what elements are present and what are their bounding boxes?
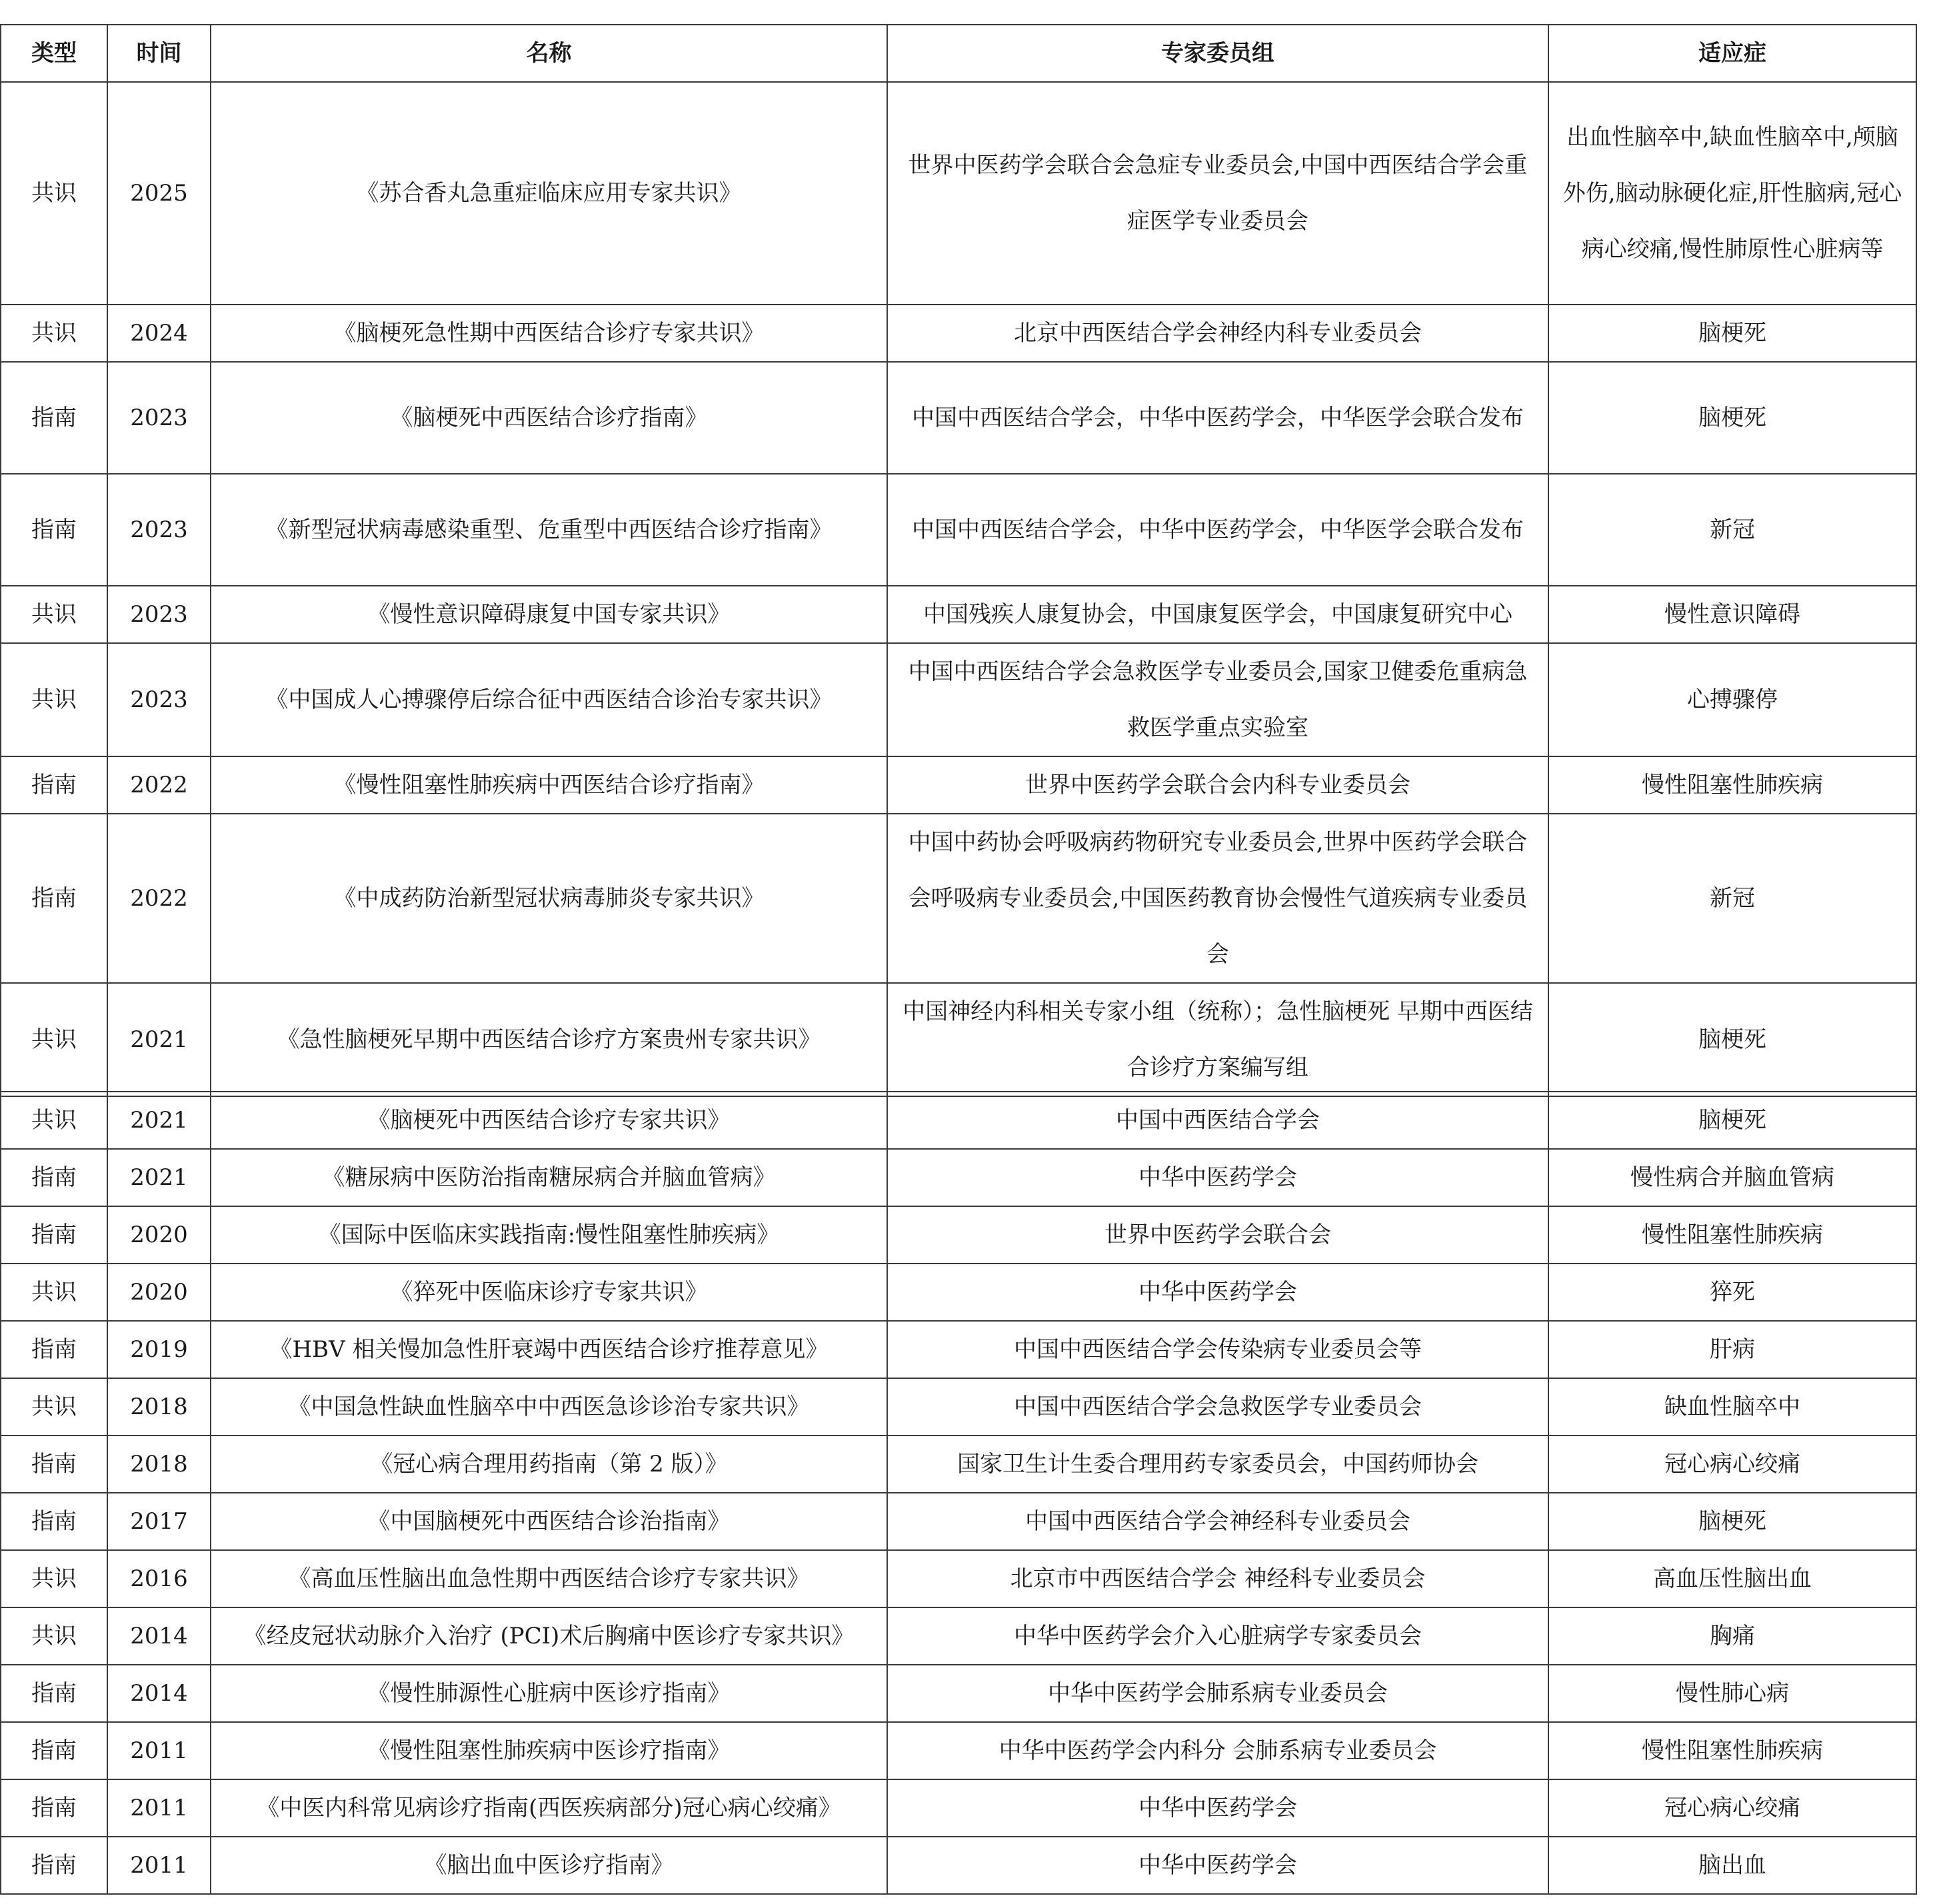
cell-type: 共识 [1, 305, 107, 362]
cell-committee: 中国残疾人康复协会，中国康复医学会，中国康复研究中心 [887, 586, 1548, 643]
cell-name: 《新型冠状病毒感染重型、危重型中西医结合诊疗指南》 [211, 474, 887, 586]
cell-name: 《脑梗死中西医结合诊疗专家共识》 [211, 1092, 887, 1149]
cell-committee: 国家卫生计生委合理用药专家委员会，中国药师协会 [887, 1435, 1548, 1493]
table-row [1, 1665, 1916, 1722]
cell-committee: 世界中医药学会联合会内科专业委员会 [887, 756, 1548, 814]
cell-name: 《慢性阻塞性肺疾病中西医结合诊疗指南》 [211, 756, 887, 814]
cell-indication: 胸痛 [1548, 1607, 1916, 1665]
cell-indication: 慢性阻塞性肺疾病 [1548, 756, 1916, 814]
table-row [1, 586, 1916, 643]
cell-name: 《慢性肺源性心脏病中医诊疗指南》 [211, 1665, 887, 1722]
table-row [1, 1378, 1916, 1435]
cell-name: 《脑梗死中西医结合诊疗指南》 [211, 362, 887, 474]
cell-name: 《脑出血中医诊疗指南》 [211, 1837, 887, 1894]
cell-name: 《急性脑梗死早期中西医结合诊疗方案贵州专家共识》 [211, 983, 887, 1096]
guideline-table-part2 [0, 1091, 1917, 1895]
cell-year: 2021 [107, 1092, 211, 1149]
cell-type: 指南 [1, 814, 107, 983]
table-row [1, 1435, 1916, 1493]
header-type: 类型 [1, 25, 107, 82]
cell-committee: 中国中西医结合学会传染病专业委员会等 [887, 1321, 1548, 1378]
cell-name: 《高血压性脑出血急性期中西医结合诊疗专家共识》 [211, 1550, 887, 1607]
cell-type: 共识 [1, 1378, 107, 1435]
cell-type: 共识 [1, 1550, 107, 1607]
cell-year: 2018 [107, 1378, 211, 1435]
cell-committee: 中华中医药学会肺系病专业委员会 [887, 1665, 1548, 1722]
cell-indication: 出血性脑卒中,缺血性脑卒中,颅脑外伤,脑动脉硬化症,肝性脑病,冠心病心绞痛,慢性肺原性心脏病等 [1548, 82, 1916, 305]
cell-name: 《中国急性缺血性脑卒中中西医急诊诊治专家共识》 [211, 1378, 887, 1435]
cell-indication: 肝病 [1548, 1321, 1916, 1378]
cell-committee: 中国中西医结合学会，中华中医药学会，中华医学会联合发布 [887, 474, 1548, 586]
cell-year: 2022 [107, 814, 211, 983]
cell-type: 指南 [1, 1722, 107, 1779]
cell-year: 2023 [107, 643, 211, 756]
cell-type: 指南 [1, 1321, 107, 1378]
table-row [1, 1092, 1916, 1149]
table-row [1, 983, 1916, 1096]
cell-type: 指南 [1, 1837, 107, 1894]
cell-type: 指南 [1, 1665, 107, 1722]
cell-name: 《慢性阻塞性肺疾病中医诊疗指南》 [211, 1722, 887, 1779]
cell-committee: 世界中医药学会联合会急症专业委员会,中国中西医结合学会重症医学专业委员会 [887, 82, 1548, 305]
cell-type: 指南 [1, 1779, 107, 1837]
cell-committee: 中国中西医结合学会急救医学专业委员会 [887, 1378, 1548, 1435]
table-row [1, 1722, 1916, 1779]
table-row [1, 362, 1916, 474]
cell-name: 《经皮冠状动脉介入治疗 (PCI)术后胸痛中医诊疗专家共识》 [211, 1607, 887, 1665]
cell-year: 2014 [107, 1665, 211, 1722]
cell-year: 2023 [107, 474, 211, 586]
cell-year: 2016 [107, 1550, 211, 1607]
cell-name: 《苏合香丸急重症临床应用专家共识》 [211, 82, 887, 305]
cell-year: 2020 [107, 1206, 211, 1264]
cell-committee: 世界中医药学会联合会 [887, 1206, 1548, 1264]
cell-year: 2021 [107, 983, 211, 1096]
cell-name: 《中成药防治新型冠状病毒肺炎专家共识》 [211, 814, 887, 983]
cell-committee: 中华中医药学会内科分 会肺系病专业委员会 [887, 1722, 1548, 1779]
table-row [1, 756, 1916, 814]
cell-year: 2025 [107, 82, 211, 305]
header-name: 名称 [211, 25, 887, 82]
cell-year: 2014 [107, 1607, 211, 1665]
cell-indication: 冠心病心绞痛 [1548, 1435, 1916, 1493]
cell-indication: 脑梗死 [1548, 983, 1916, 1096]
cell-name: 《脑梗死急性期中西医结合诊疗专家共识》 [211, 305, 887, 362]
cell-year: 2011 [107, 1837, 211, 1894]
cell-indication: 慢性阻塞性肺疾病 [1548, 1206, 1916, 1264]
table-row [1, 1607, 1916, 1665]
cell-type: 指南 [1, 1149, 107, 1206]
cell-type: 共识 [1, 1607, 107, 1665]
cell-indication: 猝死 [1548, 1264, 1916, 1321]
cell-name: 《国际中医临床实践指南:慢性阻塞性肺疾病》 [211, 1206, 887, 1264]
cell-indication: 脑梗死 [1548, 1092, 1916, 1149]
header-committee: 专家委员组 [887, 25, 1548, 82]
cell-type: 指南 [1, 1206, 107, 1264]
cell-committee: 中国中西医结合学会，中华中医药学会，中华医学会联合发布 [887, 362, 1548, 474]
cell-type: 共识 [1, 643, 107, 756]
cell-indication: 心搏骤停 [1548, 643, 1916, 756]
cell-year: 2024 [107, 305, 211, 362]
cell-year: 2021 [107, 1149, 211, 1206]
cell-year: 2022 [107, 756, 211, 814]
cell-indication: 慢性肺心病 [1548, 1665, 1916, 1722]
cell-committee: 中国中药协会呼吸病药物研究专业委员会,世界中医药学会联合会呼吸病专业委员会,中国医药教育协会慢性气道疾病专业委员会 [887, 814, 1548, 983]
cell-indication: 脑出血 [1548, 1837, 1916, 1894]
table-row [1, 814, 1916, 983]
cell-name: 《中国成人心搏骤停后综合征中西医结合诊治专家共识》 [211, 643, 887, 756]
cell-committee: 中华中医药学会 [887, 1149, 1548, 1206]
table-row [1, 1550, 1916, 1607]
cell-year: 2017 [107, 1493, 211, 1550]
cell-name: 《糖尿病中医防治指南糖尿病合并脑血管病》 [211, 1149, 887, 1206]
cell-committee: 中国中西医结合学会神经科专业委员会 [887, 1493, 1548, 1550]
table-row [1, 305, 1916, 362]
cell-indication: 高血压性脑出血 [1548, 1550, 1916, 1607]
header-year: 时间 [107, 25, 211, 82]
cell-year: 2019 [107, 1321, 211, 1378]
header-indication: 适应症 [1548, 25, 1916, 82]
cell-committee: 中华中医药学会 [887, 1264, 1548, 1321]
cell-committee: 北京中西医结合学会神经内科专业委员会 [887, 305, 1548, 362]
cell-year: 2023 [107, 586, 211, 643]
cell-type: 指南 [1, 362, 107, 474]
cell-type: 共识 [1, 1264, 107, 1321]
cell-type: 指南 [1, 1493, 107, 1550]
table-row [1, 1149, 1916, 1206]
cell-year: 2011 [107, 1722, 211, 1779]
table-row [1, 1493, 1916, 1550]
cell-committee: 中华中医药学会 [887, 1837, 1548, 1894]
cell-committee: 中国中西医结合学会急救医学专业委员会,国家卫健委危重病急救医学重点实验室 [887, 643, 1548, 756]
cell-committee: 中华中医药学会 [887, 1779, 1548, 1837]
cell-committee: 中华中医药学会介入心脏病学专家委员会 [887, 1607, 1548, 1665]
cell-year: 2018 [107, 1435, 211, 1493]
cell-type: 共识 [1, 983, 107, 1096]
cell-indication: 脑梗死 [1548, 362, 1916, 474]
table-row [1, 1264, 1916, 1321]
cell-type: 指南 [1, 756, 107, 814]
cell-type: 指南 [1, 1435, 107, 1493]
cell-indication: 慢性意识障碍 [1548, 586, 1916, 643]
cell-type: 共识 [1, 82, 107, 305]
cell-committee: 中国神经内科相关专家小组（统称）；急性脑梗死 早期中西医结合诊疗方案编写组 [887, 983, 1548, 1096]
cell-indication: 冠心病心绞痛 [1548, 1779, 1916, 1837]
cell-committee: 中国中西医结合学会 [887, 1092, 1548, 1149]
cell-name: 《中国脑梗死中西医结合诊治指南》 [211, 1493, 887, 1550]
cell-type: 指南 [1, 474, 107, 586]
table-row [1, 474, 1916, 586]
cell-indication: 脑梗死 [1548, 305, 1916, 362]
cell-indication: 缺血性脑卒中 [1548, 1378, 1916, 1435]
table-row [1, 1837, 1916, 1894]
cell-indication: 脑梗死 [1548, 1493, 1916, 1550]
cell-name: 《猝死中医临床诊疗专家共识》 [211, 1264, 887, 1321]
cell-type: 共识 [1, 1092, 107, 1149]
cell-name: 《中医内科常见病诊疗指南(西医疾病部分)冠心病心绞痛》 [211, 1779, 887, 1837]
table-row [1, 1206, 1916, 1264]
header-row [1, 25, 1916, 82]
table-row [1, 1321, 1916, 1378]
cell-indication: 新冠 [1548, 814, 1916, 983]
table-row [1, 1779, 1916, 1837]
cell-year: 2011 [107, 1779, 211, 1837]
cell-year: 2023 [107, 362, 211, 474]
cell-committee: 北京市中西医结合学会 神经科专业委员会 [887, 1550, 1548, 1607]
cell-indication: 慢性病合并脑血管病 [1548, 1149, 1916, 1206]
cell-name: 《HBV 相关慢加急性肝衰竭中西医结合诊疗推荐意见》 [211, 1321, 887, 1378]
table-row [1, 643, 1916, 756]
cell-type: 共识 [1, 586, 107, 643]
cell-year: 2020 [107, 1264, 211, 1321]
table-row [1, 82, 1916, 305]
cell-indication: 慢性阻塞性肺疾病 [1548, 1722, 1916, 1779]
cell-name: 《冠心病合理用药指南（第 2 版）》 [211, 1435, 887, 1493]
cell-indication: 新冠 [1548, 474, 1916, 586]
guideline-table-part1 [0, 24, 1917, 1097]
cell-name: 《慢性意识障碍康复中国专家共识》 [211, 586, 887, 643]
